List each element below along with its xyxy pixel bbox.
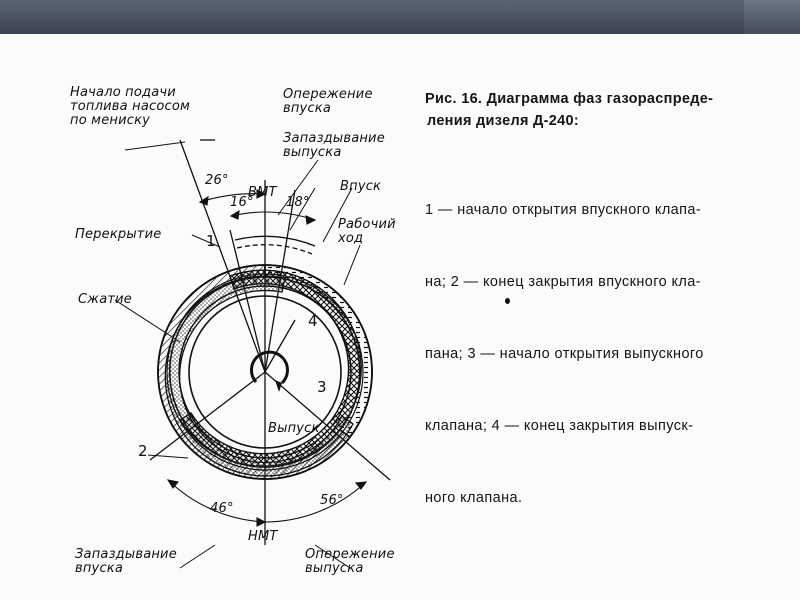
slide-top-bar-accent: [744, 0, 800, 34]
angle-18: 18°: [286, 195, 310, 210]
figure-caption: [425, 88, 760, 558]
label-exhaust-delay: Запаздывание выпуска: [283, 131, 385, 160]
label-compression: Сжатие: [78, 292, 132, 307]
caption-body: [425, 150, 760, 558]
label-exhaust-advance: Опережение выпуска: [305, 547, 395, 576]
ink-dot: [505, 298, 510, 304]
marker-2: 2: [138, 442, 148, 460]
label-fuel-start: Начало подачи топлива насосом по мениску: [70, 85, 191, 128]
caption-line: клапана; 4 — конец закрытия выпуск-: [425, 418, 694, 434]
label-intake-advance: Опережение впуска: [283, 87, 373, 116]
label-exhaust: Выпуск: [268, 421, 320, 436]
label-overlap: Перекрытие: [75, 227, 162, 242]
angle-16: 16°: [230, 195, 254, 210]
label-tdc: ВМТ: [248, 185, 277, 200]
overlap-band-dash: [237, 245, 312, 254]
caption-line: пана; 3 — начало открытия выпускного: [425, 346, 704, 362]
caption-title-line2: ления дизеля Д-240:: [427, 113, 580, 129]
label-intake-delay: Запаздывание впуска: [75, 547, 177, 576]
angle-46: 46°: [210, 501, 234, 516]
angle-26: 26°: [205, 173, 229, 188]
marker-3: 3: [317, 378, 327, 396]
label-intake: Впуск: [340, 179, 382, 194]
caption-line: 1 — начало открытия впускного клапа-: [425, 202, 702, 218]
rotation-arrowhead: [275, 380, 282, 392]
marker-4: 4: [308, 312, 318, 330]
marker-1: 1: [206, 232, 216, 250]
caption-line: ного клапана.: [425, 490, 523, 506]
slide-top-bar: [0, 0, 800, 34]
overlap-band: [235, 236, 315, 246]
label-bdc: НМТ: [248, 529, 278, 544]
caption-title-line1: Рис. 16. Диаграмма фаз газораспреде-: [425, 91, 714, 107]
angle-56: 56°: [320, 493, 344, 508]
caption-line: на; 2 — конец закрытия впускного кла-: [425, 274, 701, 290]
label-working-stroke: Рабочий ход: [338, 217, 396, 246]
